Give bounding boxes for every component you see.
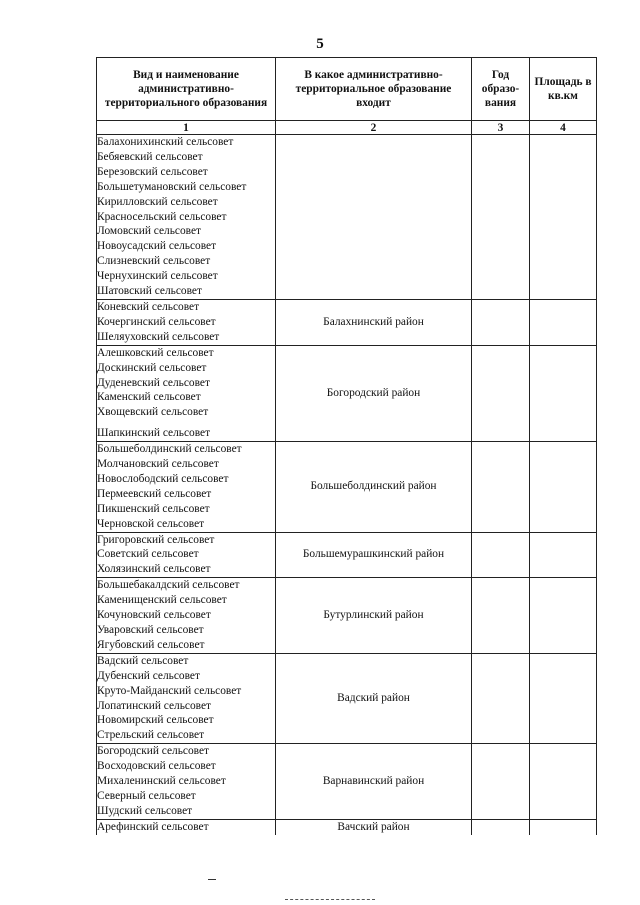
year-cell <box>472 299 530 345</box>
area-cell <box>530 299 597 345</box>
unit-name: Новослободский сельсовет <box>97 472 229 485</box>
table-body <box>97 135 597 835</box>
parent-unit-cell: Большемурашкинский район <box>276 532 472 578</box>
area-cell <box>530 653 597 743</box>
unit-name: Большебакалдский сельсовет <box>97 579 240 592</box>
column-number: 2 <box>276 121 472 135</box>
unit-name: Слизневский сельсовет <box>97 255 211 268</box>
unit-name: Каменищенский сельсовет <box>97 594 227 607</box>
table-row <box>97 653 597 743</box>
area-cell <box>530 135 597 300</box>
unit-name: Богородский сельсовет <box>97 745 210 758</box>
table-row <box>97 819 597 834</box>
unit-name: Новомирский сельсовет <box>97 714 214 727</box>
table-row <box>97 442 597 532</box>
unit-name: Уваровский сельсовет <box>97 624 204 636</box>
header-area: Площадь в кв.км <box>530 58 597 121</box>
table-row <box>97 135 597 300</box>
unit-name: Большеболдинский сельсовет <box>97 443 242 456</box>
unit-name: Алешковский сельсовет <box>97 346 214 359</box>
unit-name: Балахонихинский сельсовет <box>97 136 234 148</box>
unit-names-cell <box>97 819 276 834</box>
year-cell <box>472 532 530 578</box>
unit-name: Красносельский сельсовет <box>97 210 227 223</box>
unit-name: Стрельский сельсовет <box>97 729 205 742</box>
footer-mark <box>208 879 216 880</box>
unit-name: Большетумановский сельсовет <box>97 180 247 193</box>
unit-names-cell <box>97 345 276 441</box>
header-year: Год образо-вания <box>472 58 530 121</box>
unit-name: Новоусадский сельсовет <box>97 240 217 253</box>
table-row <box>97 299 597 345</box>
header-parent-unit: В какое административно-территориальное образование входит <box>276 58 472 121</box>
unit-names-cell <box>97 578 276 654</box>
unit-name: Михаленинский сельсовет <box>97 775 226 788</box>
column-number: 3 <box>472 121 530 135</box>
unit-name: Пикшенский сельсовет <box>97 502 210 515</box>
year-cell <box>472 653 530 743</box>
area-cell <box>530 532 597 578</box>
unit-name: Бебяевский сельсовет <box>97 150 203 163</box>
unit-name: Ягубовский сельсовет <box>97 638 205 651</box>
unit-name: Кочуновский сельсовет <box>97 609 211 622</box>
unit-name: Шеляуховский сельсовет <box>97 330 220 343</box>
area-cell <box>530 345 597 441</box>
unit-name: Каменский сельсовет <box>97 391 201 404</box>
year-cell <box>472 819 530 834</box>
unit-name: Хвощевский сельсовет <box>97 406 209 419</box>
header-name-type: Вид и наименование административно-территориального образования <box>97 58 276 121</box>
unit-name: Коневский сельсовет <box>97 300 200 313</box>
page-number: 5 <box>316 36 324 52</box>
unit-name: Ломовский сельсовет <box>97 225 201 238</box>
footer-dash <box>285 899 375 901</box>
unit-name: Черновской сельсовет <box>97 517 205 530</box>
year-cell <box>472 442 530 532</box>
unit-name: Советский сельсовет <box>97 548 199 561</box>
table-row <box>97 578 597 654</box>
parent-unit-cell: Вадский район <box>276 653 472 743</box>
unit-names-cell <box>97 299 276 345</box>
unit-names-cell <box>97 532 276 578</box>
parent-unit-cell: Варнавинский район <box>276 744 472 820</box>
area-cell <box>530 442 597 532</box>
parent-unit-cell <box>276 135 472 300</box>
unit-name: Чернухинский сельсовет <box>97 270 218 283</box>
area-cell <box>530 819 597 834</box>
parent-unit-cell: Богородский район <box>276 345 472 441</box>
parent-unit-cell: Балахнинский район <box>276 299 472 345</box>
unit-name: Восходовский сельсовет <box>97 760 216 773</box>
unit-name: Березовский сельсовет <box>97 165 208 178</box>
unit-name: Кирилловский сельсовет <box>97 195 218 208</box>
unit-names-cell <box>97 442 276 532</box>
column-number: 4 <box>530 121 597 135</box>
settlements-table <box>96 57 597 835</box>
parent-unit-cell: Вачский район <box>276 819 472 834</box>
year-cell <box>472 578 530 654</box>
parent-unit-cell: Бутурлинский район <box>276 578 472 654</box>
unit-name: Доскинский сельсовет <box>97 361 207 374</box>
unit-name: Кочергинский сельсовет <box>97 315 216 328</box>
unit-name: Дуденевский сельсовет <box>97 376 210 389</box>
unit-name: Шатовский сельсовет <box>97 285 202 298</box>
unit-name: Молчановский сельсовет <box>97 458 219 471</box>
year-cell <box>472 345 530 441</box>
area-cell <box>530 578 597 654</box>
unit-name: Дубенский сельсовет <box>97 669 200 682</box>
column-number: 1 <box>97 121 276 135</box>
table-row <box>97 345 597 441</box>
unit-name: Лопатинский сельсовет <box>97 699 212 712</box>
table-row <box>97 532 597 578</box>
column-number-row <box>97 121 597 135</box>
unit-names-cell <box>97 135 276 300</box>
year-cell <box>472 135 530 300</box>
year-cell <box>472 744 530 820</box>
unit-name: Холязинский сельсовет <box>97 563 211 576</box>
unit-name: Григоровский сельсовет <box>97 533 215 546</box>
unit-name: Круто-Майданский сельсовет <box>97 684 242 697</box>
unit-name: Северный сельсовет <box>97 789 196 802</box>
unit-name: Шудский сельсовет <box>97 804 193 817</box>
parent-unit-cell: Большеболдинский район <box>276 442 472 532</box>
unit-name: Пермеевский сельсовет <box>97 487 212 500</box>
unit-name: Арефинский сельсовет <box>97 820 209 833</box>
table-header-row <box>97 58 597 121</box>
unit-names-cell <box>97 653 276 743</box>
table-row <box>97 744 597 820</box>
unit-name: Вадский сельсовет <box>97 654 189 667</box>
unit-name: Шапкинский сельсовет <box>97 427 211 440</box>
unit-names-cell <box>97 744 276 820</box>
area-cell <box>530 744 597 820</box>
